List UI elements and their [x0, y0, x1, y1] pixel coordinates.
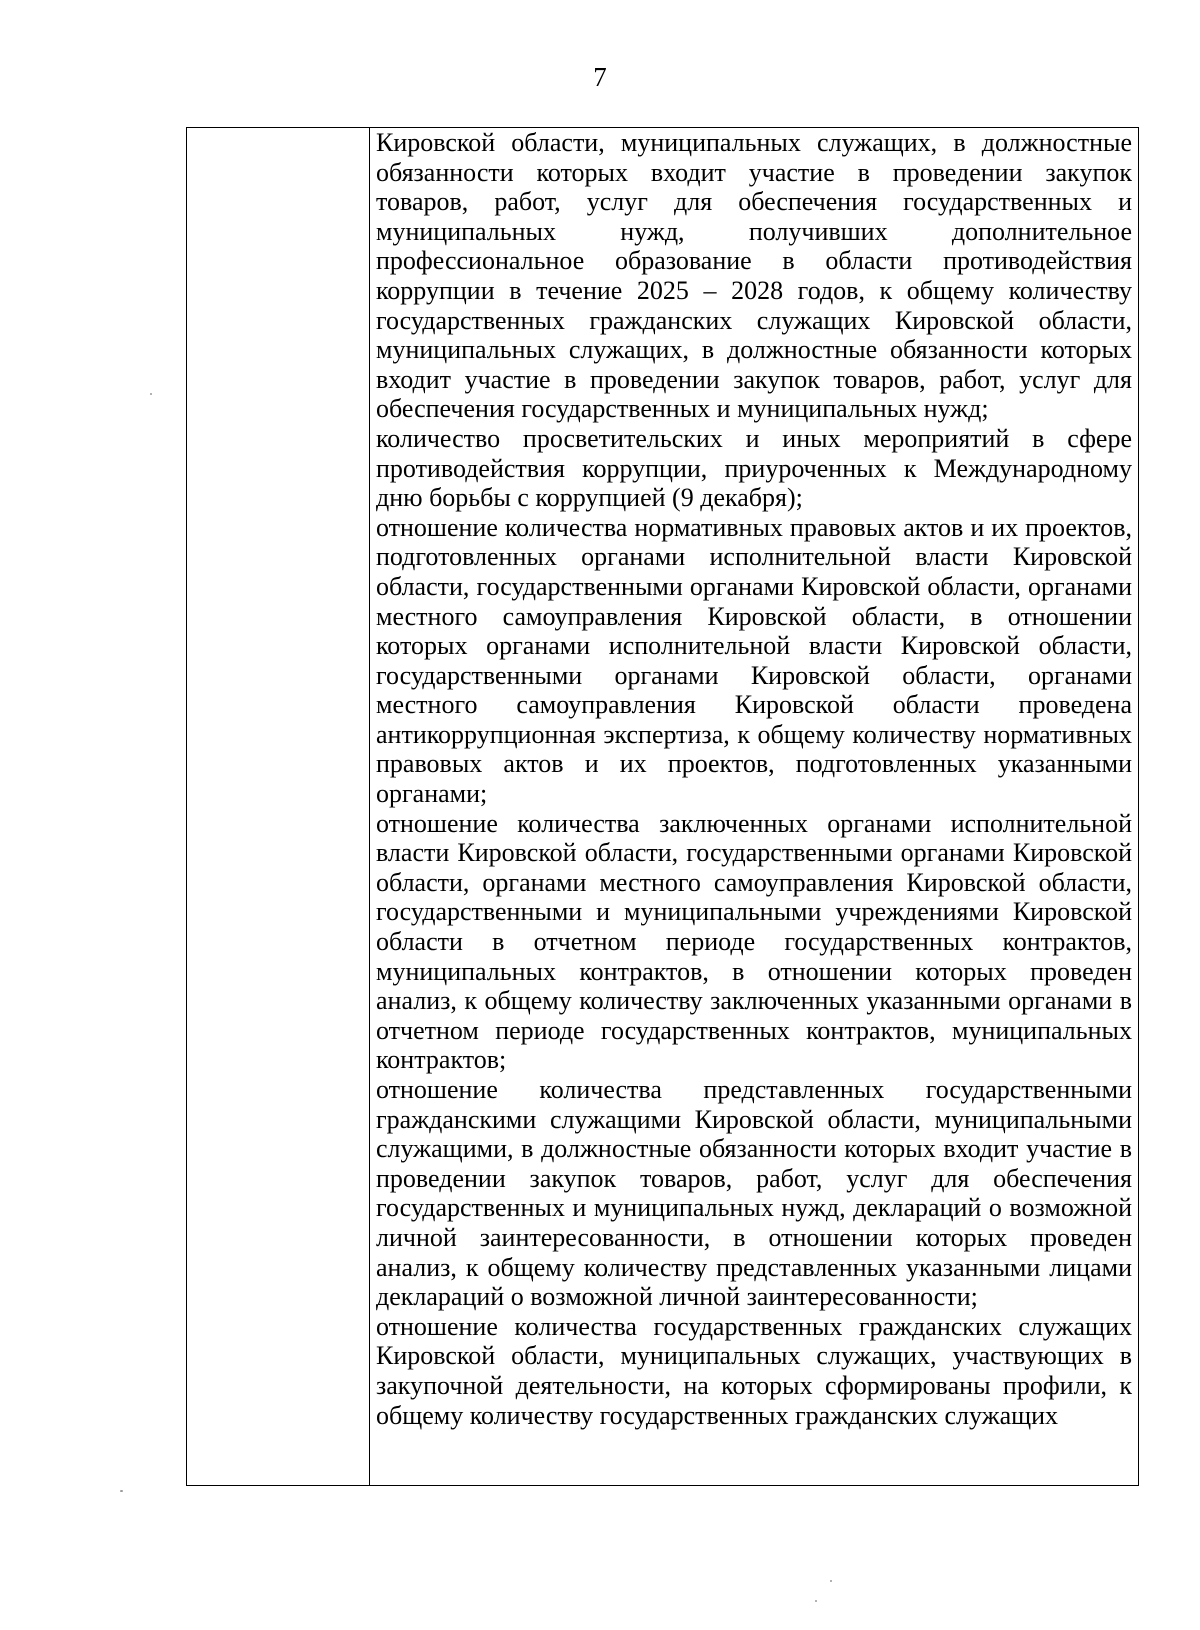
scan-speck: [150, 393, 152, 395]
table-right-cell: [370, 128, 1138, 1485]
document-table: [186, 127, 1139, 1486]
scan-speck: [815, 1600, 817, 1602]
table-left-cell: [187, 128, 370, 1485]
scan-speck: [120, 1490, 123, 1492]
paragraph-educational-events: количество просветительских и иных мероприятий в сфере противодействия коррупции, приуроченных к Международному дню борьбы с коррупцией (9 декабря);: [376, 423, 1132, 513]
paragraph-civil-servants-education: Кировской области, муниципальных служащих, в должностные обязанности которых входит участие в проведении закупок товаров, работ, услуг для обеспечения государственных и муниципальных нужд, получивших дополнительное профессиональное образование в области противодействия коррупции в течение 2025 – 2028 годов, к общему количеству государственных гражданских служащих Кировской области, муниципальных служащих, в должностные обязанности которых входит участие в проведении закупок товаров, работ, услуг для обеспечения государственных и муниципальных нужд;: [376, 128, 1132, 424]
paragraph-profiles-formed: отношение количества государственных гражданских служащих Кировской области, муниципальных служащих, участвующих в закупочной деятельности, на которых сформированы профили, к общему количеству государственных гражданских служащих: [376, 1311, 1132, 1430]
paragraph-contracts-analysis: отношение количества заключенных органами исполнительной власти Кировской области, государственными органами Кировской области, органами местного самоуправления Кировской области, государственными и муниципальными учреждениями Кировской области в отчетном периоде государственных контрактов, муниципальных контрактов, в отношении которых проведен анализ, к общему количеству заключенных указанными органами в отчетном периоде государственных контрактов, муниципальных контрактов;: [376, 808, 1132, 1075]
page-number: 7: [593, 62, 607, 92]
scan-speck: [830, 1580, 832, 1582]
paragraph-declarations-analysis: отношение количества представленных государственными гражданскими служащими Кировской области, муниципальными служащими, в должностные обязанности которых входит участие в проведении закупок товаров, работ, услуг для обеспечения государственных и муниципальных нужд, деклараций о возможной личной заинтересованности, в отношении которых проведен анализ, к общему количеству представленных указанными лицами деклараций о возможной личной заинтересованности;: [376, 1075, 1132, 1312]
paragraph-anticorruption-expertise: отношение количества нормативных правовых актов и их проектов, подготовленных органами исполнительной власти Кировской области, государственными органами Кировской области, органами местного самоуправления Кировской области, в отношении которых органами исполнительной власти Кировской области, государственными органами Кировской области, органами местного самоуправления Кировской области проведена антикоррупционная экспертиза, к общему количеству нормативных правовых актов и их проектов, подготовленных указанными органами;: [376, 512, 1132, 809]
